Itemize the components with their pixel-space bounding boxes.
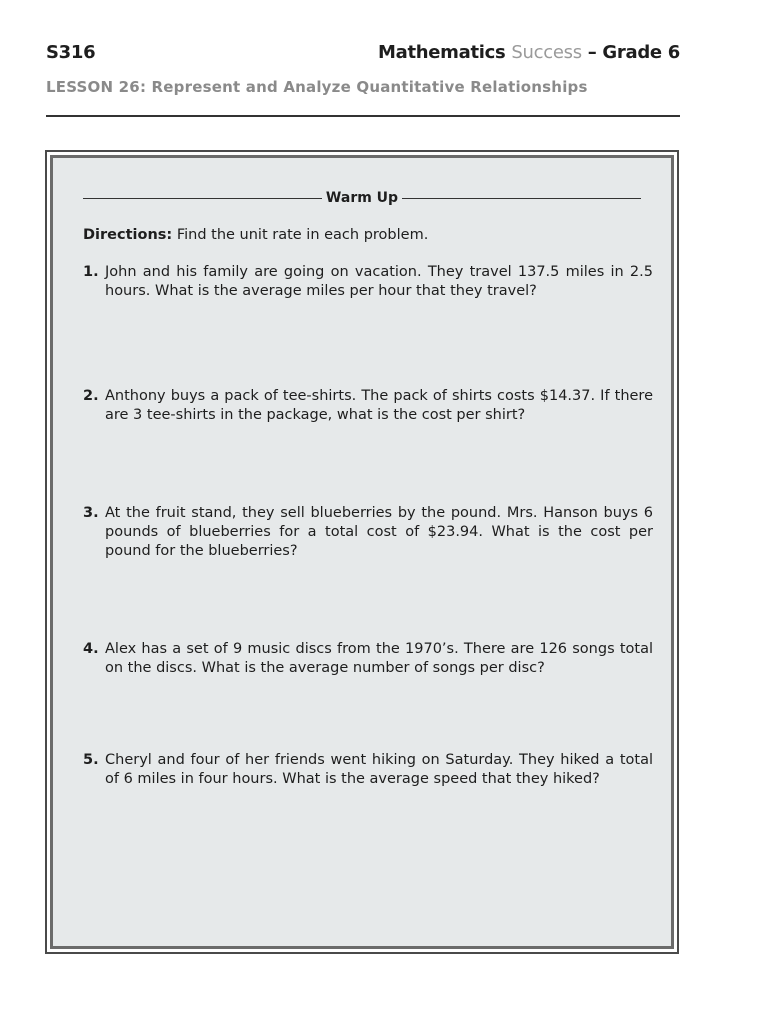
warmup-panel — [45, 150, 679, 954]
directions-text: Find the unit rate in each problem. — [176, 227, 429, 243]
directions-label: Directions: — [83, 227, 173, 243]
problem-5 — [83, 751, 653, 789]
lesson-title: LESSON 26: Represent and Analyze Quantitative Relationships — [46, 78, 588, 96]
warmup-heading — [83, 190, 641, 206]
warmup-panel-inner — [50, 155, 674, 949]
problem-1 — [83, 263, 653, 301]
problem-number: 3. — [83, 505, 99, 521]
problem-text: John and his family are going on vacation. They travel 137.5 miles in 2.5 hours. What is the average miles per hour that they travel? — [105, 264, 653, 299]
series-title — [378, 42, 680, 63]
heading-line-left — [83, 198, 322, 199]
problem-text: Anthony buys a pack of tee-shirts. The pack of shirts costs $14.37. If there are 3 tee-shirts in the package, what is the cost per shirt? — [105, 388, 653, 423]
problem-text: Cheryl and four of her friends went hiking on Saturday. They hiked a total of 6 miles in four hours. What is the average speed that they hiked? — [105, 752, 653, 787]
heading-line-right — [402, 198, 641, 199]
problem-text: Alex has a set of 9 music discs from the 1970’s. There are 126 songs total on the discs. What is the average number of songs per disc? — [105, 641, 653, 676]
problem-number: 5. — [83, 752, 99, 768]
series-accent: Success — [511, 42, 582, 63]
header-rule — [46, 115, 680, 117]
problem-3 — [83, 504, 653, 561]
problem-4 — [83, 640, 653, 678]
page-code: S316 — [46, 42, 96, 63]
problem-2 — [83, 387, 653, 425]
problem-number: 2. — [83, 388, 99, 404]
series-suffix: – Grade 6 — [587, 42, 680, 63]
series-prefix: Mathematics — [378, 42, 506, 63]
problem-number: 4. — [83, 641, 99, 657]
directions — [83, 227, 428, 243]
warmup-title: Warm Up — [325, 190, 399, 206]
problem-number: 1. — [83, 264, 99, 280]
problem-text: At the fruit stand, they sell blueberries by the pound. Mrs. Hanson buys 6 pounds of blueberries for a total cost of $23.94. What is the cost per pound for the blueberries? — [105, 505, 653, 559]
